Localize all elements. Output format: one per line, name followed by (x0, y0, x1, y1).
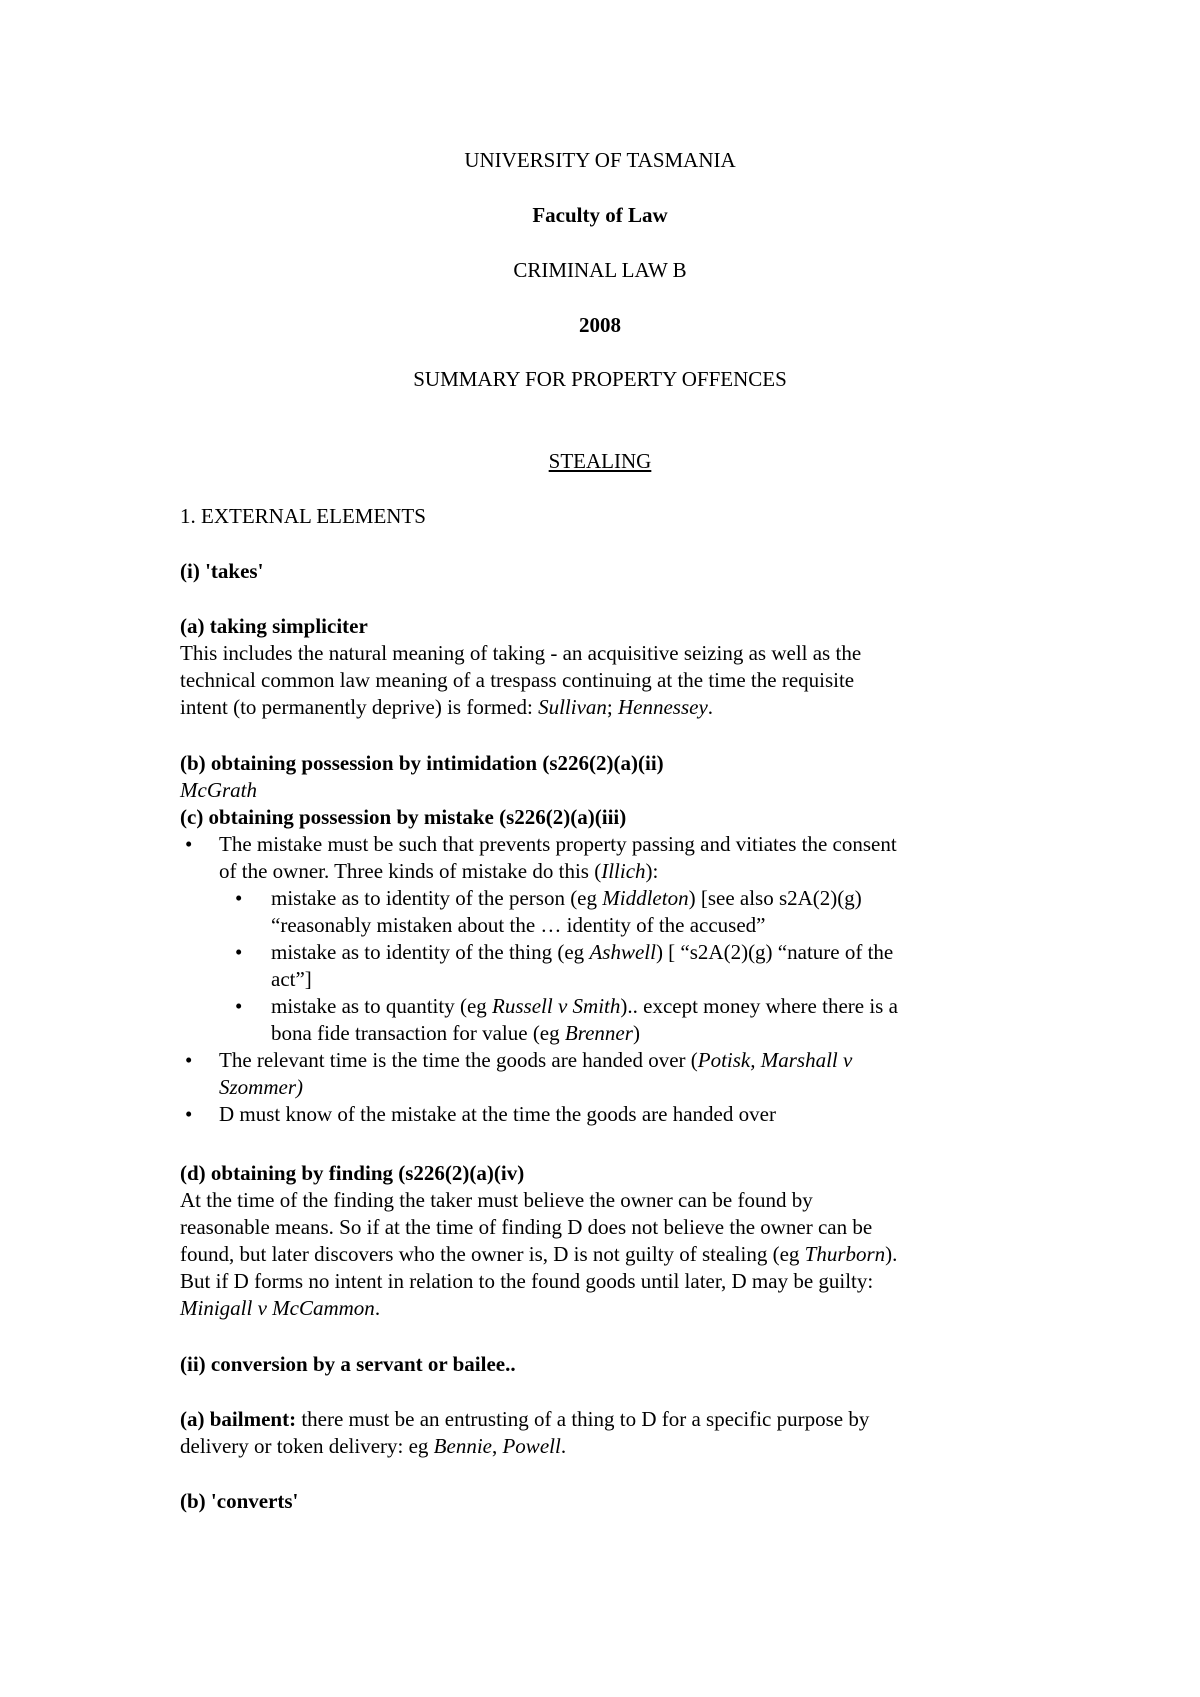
faculty-title: Faculty of Law (532, 203, 668, 227)
case-name: Illich (601, 859, 646, 883)
course-title: CRIMINAL LAW B (513, 258, 687, 282)
case-name: Sullivan (538, 695, 607, 719)
subheading-finding: (d) obtaining by finding (s226(2)(a)(iv) (180, 1161, 525, 1185)
section-intimidation (180, 750, 1040, 804)
case-name: Russell v Smith (492, 994, 621, 1018)
text-line: But if D forms no intent in relation to the found goods until later, D may be guilty: (180, 1269, 874, 1293)
list-item: • The mistake must be such that prevents property passing and vitiates the consent of the owner. Three kinds of mistake do this (Illich): (185, 832, 897, 883)
case-name: Szommer) (219, 1075, 303, 1099)
university-title: UNIVERSITY OF TASMANIA (464, 148, 736, 172)
heading-conversion: (ii) conversion by a servant or bailee.. (180, 1352, 516, 1376)
year-title: 2008 (579, 313, 621, 337)
section-title-stealing: STEALING (548, 449, 652, 473)
section-mistake (180, 804, 1040, 1128)
case-name: Bennie (433, 1434, 492, 1458)
text-line: delivery or token delivery: eg Bennie, Powell. (180, 1434, 567, 1458)
bullet-icon: • (185, 832, 193, 856)
heading-external-elements: 1. EXTERNAL ELEMENTS (180, 504, 426, 528)
case-name: Potisk, Marshall v (697, 1048, 853, 1072)
case-name: Ashwell (589, 940, 656, 964)
bullet-icon: • (235, 994, 243, 1018)
case-name: Thurborn (804, 1242, 886, 1266)
case-name: Brenner (564, 1021, 633, 1045)
case-name: McGrath (180, 778, 257, 802)
sub-list-item: • mistake as to identity of the thing (eg Ashwell) [ “s2A(2)(g) “nature of the act”] (235, 940, 894, 991)
heading-converts: (b) 'converts' (180, 1489, 299, 1513)
summary-title: SUMMARY FOR PROPERTY OFFENCES (413, 367, 787, 391)
case-name: Middleton (602, 886, 689, 910)
bullet-icon: • (235, 886, 243, 910)
section-bailment (180, 1406, 1040, 1460)
bullet-icon: • (185, 1102, 193, 1126)
subheading-intimidation: (b) obtaining possession by intimidation (s226(2)(a)(ii) (180, 751, 664, 775)
text-line: (a) bailment: there must be an entrusting of a thing to D for a specific purpose by (180, 1407, 870, 1431)
sub-list-item: • mistake as to quantity (eg Russell v Smith).. except money where there is a bona fide transaction for value (eg Brenner) (235, 994, 898, 1045)
case-name: Minigall v McCammon (180, 1296, 375, 1320)
text-line: This includes the natural meaning of taking - an acquisitive seizing as well as the (180, 641, 862, 665)
text-line: reasonable means. So if at the time of finding D does not believe the owner can be (180, 1215, 873, 1239)
heading-takes: (i) 'takes' (180, 559, 264, 583)
text-line: found, but later discovers who the owner is, D is not guilty of stealing (eg Thurborn). (180, 1242, 898, 1266)
subheading-bailment: (a) bailment: (180, 1407, 297, 1431)
list-item: • D must know of the mistake at the time the goods are handed over (185, 1102, 776, 1126)
text-line: intent (to permanently deprive) is formed: Sullivan; Hennessey. (180, 695, 714, 719)
subheading-mistake: (c) obtaining possession by mistake (s226(2)(a)(iii) (180, 805, 627, 829)
sub-list-item: • mistake as to identity of the person (eg Middleton) [see also s2A(2)(g) “reasonably mistaken about the … identity of the accused” (235, 886, 862, 937)
text-line: Minigall v McCammon. (180, 1296, 381, 1320)
subheading-taking-simpliciter: (a) taking simpliciter (180, 614, 368, 638)
bullet-icon: • (235, 940, 243, 964)
list-item: • The relevant time is the time the goods are handed over (Potisk, Marshall v Szommer) (185, 1048, 853, 1099)
bullet-icon: • (185, 1048, 193, 1072)
section-finding (180, 1160, 1040, 1322)
text-line: At the time of the finding the taker must believe the owner can be found by (180, 1188, 813, 1212)
case-line (180, 777, 1040, 804)
section-taking-simpliciter (180, 613, 1040, 721)
case-name: Powell (502, 1434, 561, 1458)
text-line: technical common law meaning of a trespass continuing at the time the requisite (180, 668, 855, 692)
case-name: Hennessey (617, 695, 708, 719)
